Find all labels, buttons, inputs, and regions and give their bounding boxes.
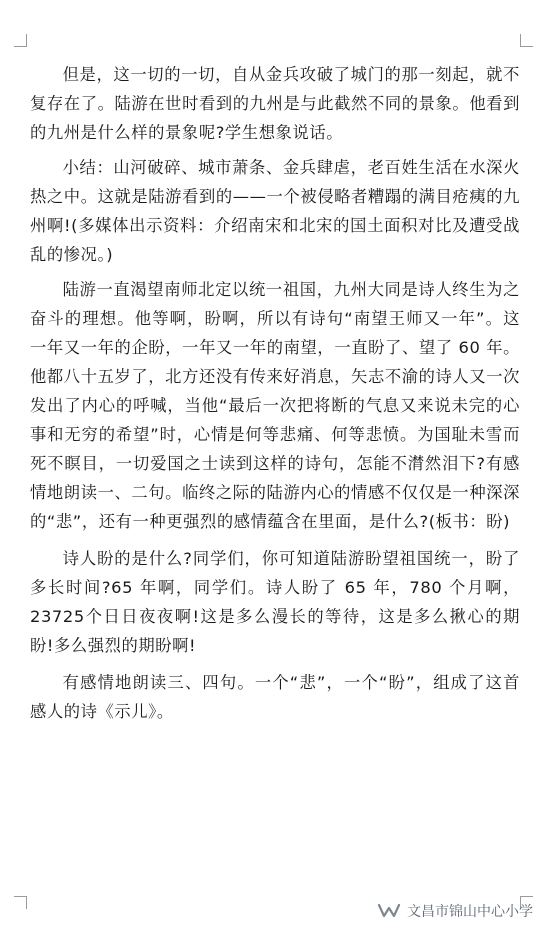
crop-mark-top-left — [14, 34, 27, 47]
paragraph-2-summary: 小结：山河破碎、城市萧条、金兵肆虐，老百姓生活在水深火热之中。这就是陆游看到的——一个被侵略者糟蹋的满目疮痍的九州啊!(多媒体出示资料：介绍南宋和北宋的国土面积对比及遭受战乱的惨况。) — [30, 158, 520, 264]
paragraph-4: 诗人盼的是什么?同学们，你可知道陆游盼望祖国统一，盼了多长时间?65 年啊，同学们。诗人盼了 65 年，780 个月啊，23725个日日夜夜啊!这是多么漫长的等待，这是多么揪心的期盼!多么强烈的期盼啊! — [30, 549, 520, 655]
crop-mark-top-right — [520, 34, 533, 47]
paragraph-5: 有感情地朗读三、四句。一个“悲”，一个“盼”，组成了这首感人的诗《示儿》。 — [30, 673, 520, 721]
crop-mark-bottom-left — [14, 896, 27, 909]
account-watermark — [377, 901, 533, 921]
paragraph-1: 但是，这一切的一切，自从金兵攻破了城门的那一刻起，就不复存在了。陆游在世时看到的九州是与此截然不同的景象。他看到的九州是什么样的景象呢?学生想象说话。 — [30, 65, 520, 142]
document-body — [30, 60, 520, 732]
wechat-channel-icon — [377, 902, 401, 920]
watermark-text: 文昌市锦山中心小学 — [407, 904, 533, 920]
paragraph-3: 陆游一直渴望南师北定以统一祖国，九州大同是诗人终生为之奋斗的理想。他等啊，盼啊，所以有诗句“南望王师又一年”。这一年又一年的企盼，一年又一年的南望，一直盼了、望了 60 年。他都八十五岁了，北方还没有传来好消息，矢志不渝的诗人又一次发出了内心的呼喊，当他“最后一次把将断的气息又来说未完的心事和无穷的希望”时，心情是何等悲痛、何等悲愤。为国耻未雪而死不瞑目，一切爱国之士读到这样的诗句，怎能不潸然泪下?有感情地朗读一、二句。临终之际的陆游内心的情感不仅仅是一种深深的“悲”，还有一种更强烈的感情蕴含在里面，是什么?(板书：盼) — [30, 280, 520, 531]
